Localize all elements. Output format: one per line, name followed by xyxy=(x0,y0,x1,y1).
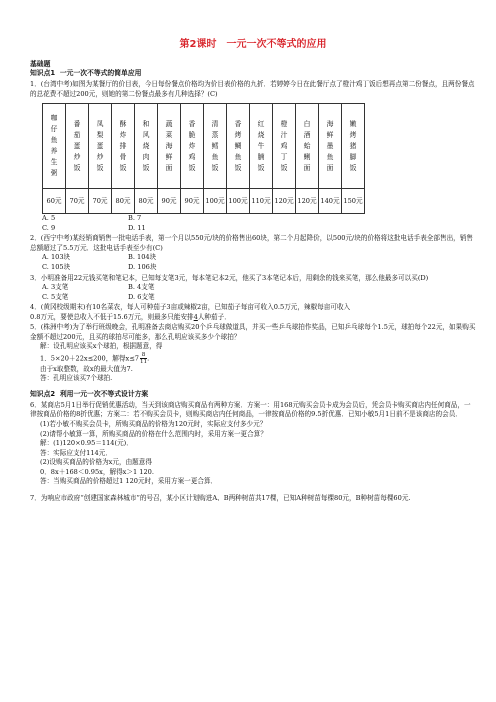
q6-answer-2: 答：实际应支付114元． xyxy=(40,448,112,457)
menu-item-name-text: 咖仔鱼养生粥 xyxy=(50,114,58,178)
q2-option-b: B. 104块 xyxy=(128,253,157,262)
q5-solution-2 xyxy=(30,352,476,365)
menu-item-name xyxy=(296,104,319,189)
worksheet-page xyxy=(30,30,476,503)
menu-item-name xyxy=(319,104,342,189)
menu-item-name-text: 和风烧肉饭 xyxy=(142,119,150,172)
menu-item-price: 100元 xyxy=(204,189,227,214)
menu-item-price: 150元 xyxy=(342,189,365,214)
q3-option-c: C. 5支笔 xyxy=(42,292,69,301)
menu-prices-row xyxy=(43,189,365,214)
q6-stem: 6．某商店5月1日举行促销优惠活动，当天到该商店购买商品有两种方案．方案一：用168元购买会员卡成为会员后，凭会员卡购买商店内任何商品，一律按商品价格的8折优惠；方案二：若不购买会员卡，则购买商店内任何商品，一律按商品价格的9.5折优惠．已知小敏5月1日前不是该商店的会员． xyxy=(30,400,471,419)
menu-item-price: 120元 xyxy=(273,189,296,214)
q6-answer-3: (2)设购买商品的价格为x元，由题意得 xyxy=(40,458,152,467)
menu-item-price: 80元 xyxy=(135,189,158,214)
menu-item-name-text: 香脆炸鸡饭 xyxy=(188,119,196,172)
menu-item-name xyxy=(181,104,204,189)
menu-item-name xyxy=(89,104,112,189)
menu-item-name-text: 红烧牛腩饭 xyxy=(257,119,265,172)
menu-item-name-text: 嫩烤猪脚饭 xyxy=(349,119,357,172)
menu-item-price: 90元 xyxy=(158,189,181,214)
section-heading: 基础题 xyxy=(30,59,51,68)
q5-period: . xyxy=(147,354,150,363)
menu-item-name-text: 酥炸排骨饭 xyxy=(119,119,127,172)
q4-line2 xyxy=(30,313,476,323)
q3-options xyxy=(30,283,476,302)
q3-option-d: D. 6支笔 xyxy=(128,292,155,301)
menu-item-price: 110元 xyxy=(250,189,273,214)
q3-option-b: B. 4支笔 xyxy=(128,283,155,292)
q5-stem: 5．(株洲中考)为了举行班级晚会，孔明准备去商店购买20个乒乓球做道具，并买一些乒乓球拍作奖品，已知乒乓球每个1.5元，球拍每个22元，如果购买金额不超过200元，且买的球拍尽可能多，那么孔明应该买多少个球拍？ xyxy=(30,323,476,341)
q6-answer-1: 解：(1)120×0.95＝114(元)． xyxy=(40,439,133,448)
q5-solution-4: 答：孔明应该买7个球拍. xyxy=(40,374,113,383)
menu-item-name-text: 白酒蛤蜊面 xyxy=(303,119,311,172)
q2-option-d: D. 106块 xyxy=(128,263,157,272)
menu-item-name-text: 香烤鲷鱼饭 xyxy=(234,119,242,172)
menu-names-row xyxy=(43,104,365,189)
menu-item-name xyxy=(135,104,158,189)
kp1-label: 知识点1 xyxy=(30,69,56,78)
menu-item-name xyxy=(66,104,89,189)
q5-solution-3: 由于x取整数，故x的最大值为7. xyxy=(40,364,133,373)
q4-answer-blank: 4 xyxy=(193,312,198,321)
page-title: 第2课时 一元一次不等式的应用 xyxy=(179,39,327,50)
q3-option-a: A. 3支笔 xyxy=(42,283,69,292)
q2-options xyxy=(30,253,476,272)
q1-option-c: C. 9 xyxy=(42,223,56,232)
q5-frac-den: 11 xyxy=(139,358,148,365)
menu-item-name xyxy=(342,104,365,189)
menu-item-name-text: 橙汁鸡丁饭 xyxy=(280,119,288,172)
q1-option-a: A. 5 xyxy=(42,214,56,223)
menu-item-name xyxy=(250,104,273,189)
knowledge-point-2 xyxy=(30,390,476,400)
q1-option-d: D. 11 xyxy=(128,223,146,232)
menu-item-price: 70元 xyxy=(66,189,89,214)
q4-line2b: 人种茄子． xyxy=(197,312,231,321)
menu-item-name xyxy=(204,104,227,189)
menu-item-price: 140元 xyxy=(319,189,342,214)
menu-item-price: 70元 xyxy=(89,189,112,214)
q5-frac-num: 8 xyxy=(141,351,146,358)
q5-inequality: 1．5×20＋22x≤200，解得x≤7 xyxy=(40,354,139,363)
q2-stem: 2．(西宁中考)某经销商销售一批电话手表，第一个月以550元/块的价格售出60块，第二个月起降价，以500元/块的价格将这批电话手表全部售出，销售总额超过了5.5万元．这批电话手表至少有(C) xyxy=(30,234,473,252)
q6-answer-4: 0．8x＋168＜0.95x，解得x＞1 120. xyxy=(40,467,154,476)
menu-price-table xyxy=(42,103,365,214)
menu-item-name-text: 凤梨蛋炒饭 xyxy=(96,119,104,172)
menu-item-name xyxy=(112,104,135,189)
kp1-text: 一元一次不等式的简单应用 xyxy=(59,69,142,78)
menu-item-name xyxy=(158,104,181,189)
menu-item-name-text: 蔬菜海鲜面 xyxy=(165,119,173,172)
q1-stem: 1．(台湾中考)如图为某餐厅的价目表，今日每份餐点价格均为价目表价格的九折．若婷婷今日在此餐厅点了橙汁鸡丁饭后想再点第二份餐点，且两份餐点的总花费不超过200元，则她的第二份餐点最多有几种选择？(C) xyxy=(30,80,475,98)
menu-item-name xyxy=(273,104,296,189)
menu-item-name xyxy=(227,104,250,189)
q5-fraction xyxy=(139,351,150,365)
q6-sub2: (2)请帮小敏算一算，所购买商品的价格在什么范围内时，采用方案一更合算？ xyxy=(40,429,267,438)
q1-options xyxy=(30,214,476,233)
q3-stem: 3．小明准备用22元钱买笔和笔记本，已知每支笔3元，每本笔记本2元，他买了3本笔记本后，用剩余的钱来买笔，那么他最多可以买(D) xyxy=(30,273,429,282)
q4-line1: 4．(黄冈校级期末)有10名菜农，每人可种茄子3亩或辣椒2亩，已知茄子每亩可收入0.5万元，辣椒每亩可收入 xyxy=(30,303,351,312)
q6-sub1: (1)若小敏不购买会员卡，所购买商品的价格为120元时，实际应支付多少元？ xyxy=(40,419,267,428)
menu-item-price: 80元 xyxy=(112,189,135,214)
menu-item-name xyxy=(43,104,66,189)
menu-item-price: 100元 xyxy=(227,189,250,214)
q7-stem: 7．为响应市政府“创建国家森林城市”的号召，某小区计划购进A、B两种树苗共17棵，已知A种树苗每棵80元，B种树苗每棵60元. xyxy=(30,493,411,502)
q6-answer-5: 答：当购买商品的价格超过1 120元时，采用方案一更合算． xyxy=(40,477,218,486)
q5-solution-1: 解：设孔明应该买x个球拍，根据题意，得 xyxy=(40,342,163,351)
kp2-text: 利用一元一次不等式设计方案 xyxy=(59,390,149,399)
q1-option-b: B. 7 xyxy=(128,214,142,223)
menu-item-name-text: 清蒸鳕鱼饭 xyxy=(211,119,219,172)
menu-item-name-text: 番茄蛋炒饭 xyxy=(73,119,81,172)
menu-item-price: 120元 xyxy=(296,189,319,214)
q2-option-c: C. 105块 xyxy=(42,263,71,272)
q2-option-a: A. 103块 xyxy=(42,253,71,262)
menu-item-price: 90元 xyxy=(181,189,204,214)
menu-item-price: 60元 xyxy=(43,189,66,214)
menu-item-name-text: 海鲜墨鱼面 xyxy=(326,119,334,172)
kp2-label: 知识点2 xyxy=(30,390,56,399)
knowledge-point-1 xyxy=(30,69,476,79)
q4-line2a: 0.8万元，要使总收入不低于15.6万元，则最多只能安排 xyxy=(30,312,194,321)
